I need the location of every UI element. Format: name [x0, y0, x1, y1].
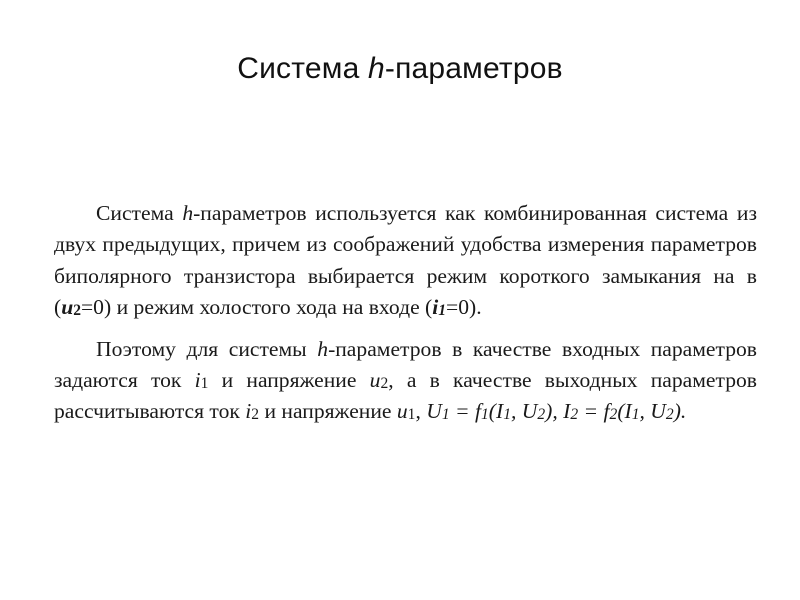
formula-b1: U	[521, 399, 538, 424]
p1-i-symbol: i	[432, 295, 439, 320]
formula-f1: f	[475, 399, 482, 424]
formula-open1: (	[488, 399, 496, 424]
formula-b2: U	[650, 399, 666, 424]
p2-i2-symbol: i	[245, 399, 252, 424]
p2-text-1: Поэтому для системы	[96, 336, 318, 361]
formula-close1: ),	[545, 399, 564, 424]
title-prefix: Система	[237, 52, 368, 85]
slide-body	[54, 198, 757, 428]
p2-h-symbol: h	[317, 336, 329, 361]
p1-text-1: Система	[96, 201, 183, 225]
formula-comma1: ,	[510, 399, 522, 424]
p2-u2-subscript: 2	[380, 375, 389, 393]
formula-U1-sub: 1	[441, 406, 450, 424]
slide-title	[0, 52, 800, 86]
p2-text-2: -параметров в качестве входных параметров задаются ток	[54, 336, 757, 393]
formula-a2: I	[624, 399, 632, 424]
formula-a1-sub: 1	[503, 406, 511, 424]
paragraph-1	[54, 198, 757, 324]
p2-text-5: и напряжение	[259, 399, 397, 424]
p1-text-4: =0).	[446, 295, 482, 320]
formula-eq1: =	[449, 399, 476, 424]
formula-b2-sub: 2	[665, 406, 674, 424]
formula-f2: f	[603, 399, 610, 424]
p2-text-3: и напряжение	[208, 368, 370, 393]
p2-i1-subscript: 1	[200, 375, 209, 393]
formula-open2: (	[617, 399, 625, 424]
p1-text-2: -параметров используется как комбинированная система из двух предыдущих, причем из соображений удобства измерения параметров биполярного транзистора выбирается режим короткого замыкания на в (	[54, 201, 757, 320]
p1-h-symbol: h	[182, 201, 194, 225]
formula	[426, 399, 686, 423]
formula-I2: I	[563, 399, 571, 424]
p2-text-6: ,	[415, 399, 427, 424]
formula-I2-sub: 2	[570, 406, 579, 424]
title-italic-h: h	[368, 52, 385, 85]
p2-u1-symbol: u	[396, 399, 408, 424]
paragraph-2	[54, 334, 757, 428]
p1-text-3: =0) и режим холостого хода на входе (	[81, 295, 433, 320]
p2-u2-symbol: u	[369, 368, 381, 393]
formula-a2-sub: 1	[631, 406, 640, 424]
p2-i1-symbol: i	[194, 368, 201, 393]
formula-b1-sub: 2	[537, 406, 546, 424]
formula-a1: I	[496, 399, 504, 424]
p1-u-subscript: 2	[73, 302, 81, 320]
p1-i-subscript: 1	[438, 302, 447, 320]
formula-eq2: =	[578, 399, 604, 424]
p2-i2-subscript: 2	[251, 406, 260, 424]
p2-u1-subscript: 1	[407, 406, 416, 424]
p2-text-4: , а в качестве выходных параметров рассчитываются ток	[54, 368, 757, 424]
title-suffix: -параметров	[384, 52, 563, 85]
formula-comma2: ,	[639, 399, 651, 424]
formula-U1: U	[426, 399, 442, 424]
formula-close2: ).	[673, 399, 687, 424]
p1-u-symbol: u	[61, 295, 74, 320]
formula-f2-sub: 2	[609, 406, 618, 424]
formula-f1-sub: 1	[481, 406, 489, 424]
